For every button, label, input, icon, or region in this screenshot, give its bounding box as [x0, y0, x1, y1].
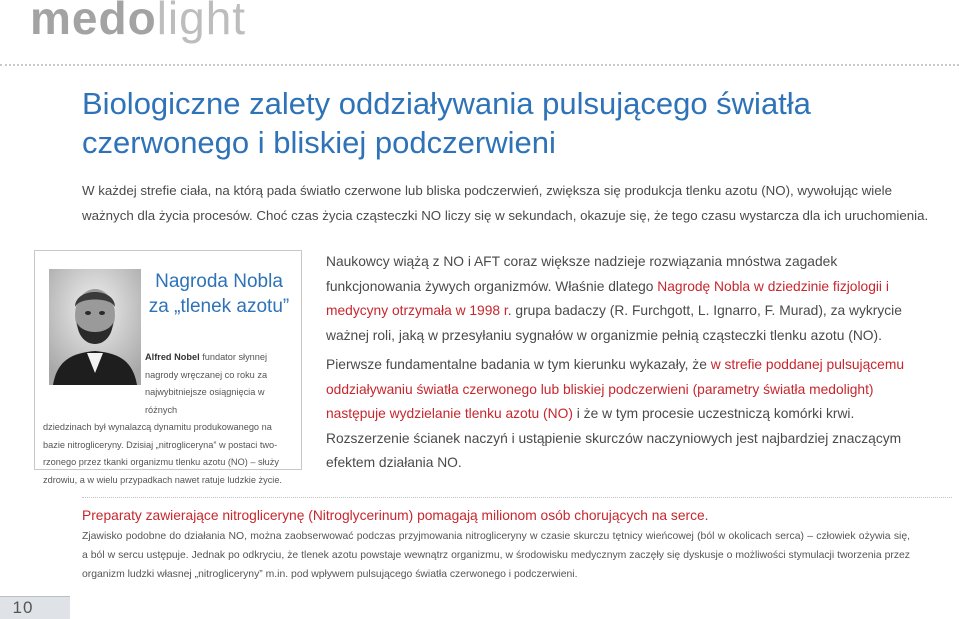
section-divider	[82, 497, 952, 498]
research-paragraph-a: Pierwsze fundamentalne badania w tym kierunku wykazały, że	[326, 357, 711, 372]
header-divider	[0, 64, 959, 66]
nobel-text-part1: fundator słynnej nagrody wręczanej co roku za najwybitniejsze osiągnięcia w różnych	[145, 352, 268, 415]
research-paragraph	[326, 353, 921, 476]
nobel-prize-paragraph	[326, 250, 921, 348]
nobel-text-part2: dziedzinach był wynalazcą dynamitu produkowanego na bazie nitrogliceryny. Dzisiaj „nitrogliceryna” w postaci two- rzonego przez tkanki organizmu tlenku azotu (NO) – służy zdrowiu, a w wielu przypadkach nawet ratuje ludzkie życie.	[43, 422, 282, 485]
brand-logo	[30, 0, 246, 48]
nobel-box-heading-line2: za „tlenek azotu”	[148, 296, 290, 317]
brand-logo-part2: light	[156, 0, 247, 44]
research-paragraph-b: i że w tym procesie uczestniczą komórki krwi. Rozszerzenie ścianek naczyń i ustąpienie skurczów naczyniowych jest najbardziej znaczącym efektem działania NO.	[326, 406, 902, 470]
nitroglycerin-section-body: Zjawisko podobne do działania NO, można zaobserwować podczas przyjmowania nitrogliceryny w czasie skurczu tętnicy wieńcowej (ból w okolicach serca) – człowiek ożywia się, a ból w sercu ustępuje. Jednak po odkryciu, że tlenek azotu powstaje wewnątrz organizmu, w środowisku medycznym zaczęły się dyskusje o możliwości stymulacji tworzenia przez organizm ludzki własnej „nitrogliceryny” m.in. pod wpływem pulsującego światła czerwonego i podczerwieni.	[82, 531, 910, 580]
page-title-line2: czerwonego i bliskiej podczerwieni	[82, 125, 556, 160]
page-title	[82, 84, 922, 162]
nobel-prize-highlight: Nagrodę Nobla w dziedzinie fizjologii i medycyny otrzymała w 1998 r.	[326, 278, 889, 318]
nobel-box-text	[43, 349, 295, 489]
nobel-prize-paragraph-b: grupa badaczy (R. Furchgott, L. Ignarro, F. Murad), za wykrycie ważnej roli, jaką w przesyłaniu sygnałów w organizmie pełnią cząsteczki tlenku azotu (NO).	[326, 303, 902, 343]
research-highlight: w strefie poddanej pulsującemu oddziaływaniu światła czerwonego lub bliskiej podczerwieni (parametry światła medolight) następuje wydzielanie tlenku azotu (NO)	[326, 357, 904, 421]
nitroglycerin-section-title: Preparaty zawierające nitroglicerynę (Nitroglycerinum) pomagają milionom osób chorujących na serce.	[82, 508, 709, 523]
nobel-prize-paragraph-a: Naukowcy wiążą z NO i AFT coraz większe nadzieje rozwiązania mnóstwa zagadek funkcjonowania żywych organizmów. Właśnie dlatego	[326, 254, 838, 294]
nobel-box-heading-line1: Nagroda Nobla	[155, 271, 283, 292]
nobel-info-box	[34, 250, 302, 485]
page-number: 10	[12, 598, 34, 617]
intro-paragraph: W każdej strefie ciała, na którą pada światło czerwone lub bliska podczerwień, zwiększa się produkcja tlenku azotu (NO), wywołując wiele ważnych dla życia procesów. Choć czas życia cząsteczki NO liczy się w sekundach, okazuje się, że tego czasu wystarcza dla ich uruchomienia.	[82, 183, 929, 223]
nobel-box-heading	[143, 269, 295, 319]
page-title-line1: Biologiczne zalety oddziaływania pulsującego światła	[82, 86, 811, 121]
nobel-name: Alfred Nobel	[145, 352, 200, 362]
brand-logo-part1: medo	[30, 0, 157, 44]
